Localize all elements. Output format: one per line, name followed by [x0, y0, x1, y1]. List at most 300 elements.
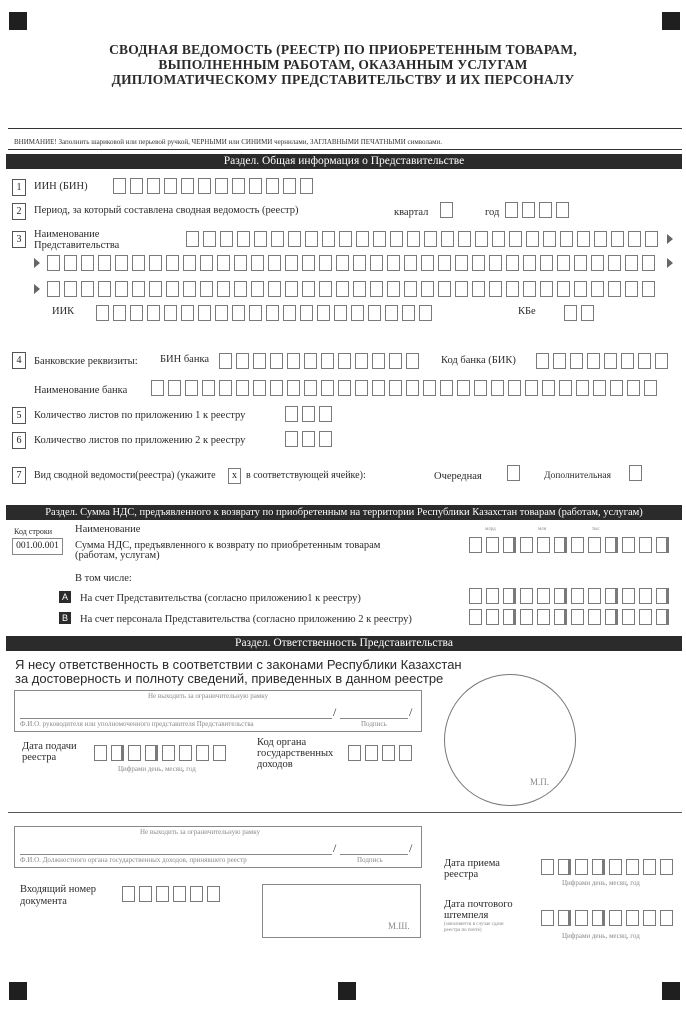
- receipt-date-cells[interactable]: [541, 859, 677, 875]
- iik-label: ИИК: [52, 306, 75, 317]
- input-cell[interactable]: [253, 380, 266, 396]
- year-cells[interactable]: [505, 202, 573, 218]
- input-cell[interactable]: [407, 231, 420, 247]
- badge-b: B: [59, 612, 71, 624]
- input-cell[interactable]: [571, 588, 584, 604]
- form-title-line1: СВОДНАЯ ВЕДОМОСТЬ (РЕЕСТР) ПО ПРИОБРЕТЕННЫМ ТОВАРАМ,: [109, 42, 577, 57]
- input-cell[interactable]: [455, 255, 468, 271]
- input-cell[interactable]: [537, 609, 550, 625]
- incoming-number-label-2: документа: [20, 896, 67, 907]
- vat-personnel-text: На счет персонала Представительства (согласно приложению 2 к реестру): [80, 614, 412, 625]
- input-cell[interactable]: [645, 231, 658, 247]
- input-cell[interactable]: [475, 231, 488, 247]
- input-cell[interactable]: [608, 255, 621, 271]
- divider-warning: [8, 149, 682, 150]
- name-header: Наименование: [75, 524, 141, 535]
- input-cell[interactable]: [336, 281, 349, 297]
- input-cell[interactable]: [64, 281, 77, 297]
- org-code-label-3: доходов: [257, 759, 293, 770]
- field-number-2: 2: [12, 203, 26, 220]
- incoming-number-label-1: Входящий номер: [20, 884, 97, 895]
- name-row-2-cells[interactable]: [47, 255, 659, 271]
- input-cell[interactable]: [610, 380, 623, 396]
- input-cell[interactable]: [372, 353, 385, 369]
- input-cell[interactable]: [604, 353, 617, 369]
- input-cell[interactable]: [287, 380, 300, 396]
- continue-arrow-icon: [34, 284, 40, 294]
- input-cell[interactable]: [553, 353, 566, 369]
- unit-bln: млрд: [485, 527, 496, 532]
- form-title-line3: ДИПЛОМАТИЧЕСКОМУ ПРЕДСТАВИТЕЛЬСТВУ И ИХ ПЕРСОНАЛУ: [111, 72, 575, 87]
- quarter-label: квартал: [394, 207, 429, 218]
- input-cell[interactable]: [321, 353, 334, 369]
- input-cell[interactable]: [338, 380, 351, 396]
- input-cell[interactable]: [469, 609, 482, 625]
- input-cell[interactable]: [251, 281, 264, 297]
- input-cell[interactable]: [571, 609, 584, 625]
- postal-date-note: (заполняется в случае сдачи реестра по почте): [444, 922, 504, 933]
- input-cell[interactable]: [588, 537, 601, 553]
- fio-line-2: [20, 854, 332, 855]
- input-cell[interactable]: [164, 305, 177, 321]
- input-cell[interactable]: [472, 281, 485, 297]
- unit-ths: тыс: [592, 527, 600, 532]
- input-cell[interactable]: [249, 305, 262, 321]
- input-cell[interactable]: [370, 255, 383, 271]
- vat-representation-text: На счет Представительства (согласно приложению1 к реестру): [80, 593, 361, 604]
- sheets-app2-label: Количество листов по приложению 2 к реестру: [34, 435, 246, 446]
- input-cell[interactable]: [305, 231, 318, 247]
- input-cell[interactable]: [571, 537, 584, 553]
- input-cell[interactable]: [622, 588, 635, 604]
- input-cell[interactable]: [486, 588, 499, 604]
- input-cell[interactable]: [217, 281, 230, 297]
- input-cell[interactable]: [525, 380, 538, 396]
- input-cell[interactable]: [266, 305, 279, 321]
- input-cell[interactable]: [554, 609, 567, 625]
- input-cell[interactable]: [421, 281, 434, 297]
- input-cell[interactable]: [64, 255, 77, 271]
- input-cell[interactable]: [455, 281, 468, 297]
- including-label: В том числе:: [75, 573, 132, 584]
- bank-bin-cells[interactable]: [219, 353, 423, 369]
- input-cell[interactable]: [183, 255, 196, 271]
- registration-mark-top-left: [9, 12, 27, 30]
- input-cell[interactable]: [627, 380, 640, 396]
- iin-bin-label: ИИН (БИН): [34, 181, 88, 192]
- sheets-app1-cells[interactable]: [285, 406, 336, 422]
- input-cell[interactable]: [543, 231, 556, 247]
- name-label-2: Представительства: [34, 240, 120, 251]
- bank-name-label: Наименование банка: [34, 385, 128, 396]
- input-cell[interactable]: [557, 281, 570, 297]
- input-cell[interactable]: [576, 380, 589, 396]
- code-header: Код строки: [14, 527, 53, 536]
- input-cell[interactable]: [339, 231, 352, 247]
- input-cell[interactable]: [200, 255, 213, 271]
- responsibility-statement-1: Я несу ответственность в соответствии с законами Республики Казахстан: [15, 657, 462, 672]
- input-cell[interactable]: [591, 255, 604, 271]
- divider-bottom: [8, 812, 682, 813]
- input-cell[interactable]: [389, 353, 402, 369]
- input-cell[interactable]: [185, 380, 198, 396]
- input-cell[interactable]: [489, 255, 502, 271]
- input-cell[interactable]: [288, 231, 301, 247]
- input-cell[interactable]: [115, 281, 128, 297]
- input-cell[interactable]: [81, 281, 94, 297]
- input-cell[interactable]: [373, 231, 386, 247]
- input-cell[interactable]: [132, 255, 145, 271]
- input-cell[interactable]: [198, 305, 211, 321]
- input-cell[interactable]: [560, 231, 573, 247]
- signature-caption-1: Подпись: [361, 720, 387, 728]
- postal-date-label-1: Дата почтового: [444, 899, 513, 910]
- register-type-label: Вид сводной ведомости(реестра) (укажите: [34, 470, 216, 481]
- no-exceed-note-2: Не выходить за ограничительную рамку: [140, 828, 261, 836]
- kbe-cells[interactable]: [564, 305, 598, 321]
- input-cell[interactable]: [270, 380, 283, 396]
- register-type-label-cont: в соответствующей ячейке):: [246, 470, 366, 481]
- input-cell[interactable]: [406, 353, 419, 369]
- badge-a: A: [59, 591, 71, 603]
- additional-checkbox[interactable]: [629, 465, 646, 481]
- warning-text: ВНИМАНИЕ! Заполнить шариковой или перьевой ручкой, ЧЕРНЫМИ или СИНИМИ чернилами, ЗАГЛАВНЫМИ ПЕЧАТНЫМИ символами.: [14, 138, 442, 146]
- org-code-cells[interactable]: [348, 745, 416, 761]
- input-cell[interactable]: [608, 281, 621, 297]
- input-cell[interactable]: [113, 305, 126, 321]
- input-cell[interactable]: [334, 305, 347, 321]
- input-cell[interactable]: [287, 353, 300, 369]
- slash-2: /: [409, 705, 413, 719]
- section-general-info-header: Раздел. Общая информация о Представительстве: [6, 154, 682, 169]
- input-cell[interactable]: [304, 353, 317, 369]
- input-cell[interactable]: [353, 255, 366, 271]
- input-cell[interactable]: [271, 231, 284, 247]
- postal-date-hint: Цифрами день, месяц, год: [562, 932, 640, 940]
- input-cell[interactable]: [219, 380, 232, 396]
- input-cell[interactable]: [537, 537, 550, 553]
- input-cell[interactable]: [639, 537, 652, 553]
- input-cell[interactable]: [130, 305, 143, 321]
- input-cell[interactable]: [47, 255, 60, 271]
- input-cell[interactable]: [268, 255, 281, 271]
- input-cell[interactable]: [351, 305, 364, 321]
- input-cell[interactable]: [625, 281, 638, 297]
- input-cell[interactable]: [236, 380, 249, 396]
- input-cell[interactable]: [424, 231, 437, 247]
- input-cell[interactable]: [202, 380, 215, 396]
- input-cell[interactable]: [638, 353, 651, 369]
- iik-cells[interactable]: [96, 305, 436, 321]
- vat-total-cells[interactable]: [469, 537, 673, 553]
- input-cell[interactable]: [385, 305, 398, 321]
- input-cell[interactable]: [81, 255, 94, 271]
- signature-line-2: [340, 854, 408, 855]
- input-cell[interactable]: [469, 588, 482, 604]
- input-cell[interactable]: [587, 353, 600, 369]
- incoming-number-cells[interactable]: [122, 886, 224, 902]
- registration-mark-bottom-mid: [338, 982, 356, 1000]
- input-cell[interactable]: [506, 255, 519, 271]
- input-cell[interactable]: [491, 380, 504, 396]
- input-cell[interactable]: [486, 537, 499, 553]
- input-cell[interactable]: [469, 537, 482, 553]
- input-cell[interactable]: [220, 231, 233, 247]
- input-cell[interactable]: [628, 231, 641, 247]
- input-cell[interactable]: [621, 353, 634, 369]
- input-cell[interactable]: [355, 353, 368, 369]
- input-cell[interactable]: [237, 231, 250, 247]
- input-cell[interactable]: [251, 255, 264, 271]
- input-cell[interactable]: [554, 588, 567, 604]
- input-cell[interactable]: [336, 255, 349, 271]
- sheets-app2-cells[interactable]: [285, 431, 336, 447]
- input-cell[interactable]: [472, 255, 485, 271]
- input-cell[interactable]: [132, 281, 145, 297]
- input-cell[interactable]: [559, 380, 572, 396]
- input-cell[interactable]: [588, 588, 601, 604]
- input-cell[interactable]: [387, 255, 400, 271]
- input-cell[interactable]: [605, 609, 618, 625]
- continue-arrow-icon: [667, 258, 673, 268]
- field-number-7: 7: [12, 467, 26, 484]
- kbe-label: КБе: [518, 306, 536, 317]
- input-cell[interactable]: [520, 537, 533, 553]
- input-cell[interactable]: [402, 305, 415, 321]
- input-cell[interactable]: [151, 380, 164, 396]
- input-cell[interactable]: [536, 353, 549, 369]
- input-cell[interactable]: [186, 231, 199, 247]
- additional-label: Дополнительная: [544, 471, 611, 481]
- slash-4: /: [409, 841, 413, 855]
- receipt-date-label-1: Дата приема: [444, 858, 500, 869]
- input-cell[interactable]: [438, 255, 451, 271]
- iin-bin-cells[interactable]: [113, 178, 317, 194]
- input-cell[interactable]: [338, 353, 351, 369]
- input-cell[interactable]: [217, 255, 230, 271]
- input-cell[interactable]: [503, 609, 516, 625]
- bank-name-cells[interactable]: [151, 380, 661, 396]
- receipt-date-label-2: реестра: [444, 869, 479, 880]
- input-cell[interactable]: [406, 380, 419, 396]
- field-number-1: 1: [12, 179, 26, 196]
- input-cell[interactable]: [520, 588, 533, 604]
- input-cell[interactable]: [47, 281, 60, 297]
- input-cell[interactable]: [268, 281, 281, 297]
- input-cell[interactable]: [639, 588, 652, 604]
- input-cell[interactable]: [605, 537, 618, 553]
- input-cell[interactable]: [542, 380, 555, 396]
- input-cell[interactable]: [655, 353, 668, 369]
- input-cell[interactable]: [540, 281, 553, 297]
- input-cell[interactable]: [474, 380, 487, 396]
- input-cell[interactable]: [322, 231, 335, 247]
- input-cell[interactable]: [285, 281, 298, 297]
- row-code: 001.00.001: [12, 538, 63, 555]
- input-cell[interactable]: [622, 609, 635, 625]
- head-fio-caption: Ф.И.О. руководителя или уполномоченного представителя Представительства: [20, 720, 254, 728]
- regular-checkbox[interactable]: [507, 465, 524, 481]
- input-cell[interactable]: [149, 255, 162, 271]
- input-cell[interactable]: [285, 255, 298, 271]
- input-cell[interactable]: [656, 537, 669, 553]
- input-cell[interactable]: [372, 380, 385, 396]
- section-vat-header: Раздел. Сумма НДС, предъявленного к возврату по приобретенным на территории Республики Казахстан товарам (работам, услугам): [6, 505, 682, 520]
- input-cell[interactable]: [523, 255, 536, 271]
- input-cell[interactable]: [389, 380, 402, 396]
- input-cell[interactable]: [183, 281, 196, 297]
- input-cell[interactable]: [317, 305, 330, 321]
- input-cell[interactable]: [509, 231, 522, 247]
- responsibility-statement-2: за достоверность и полноту сведений, приведенных в данном реестре: [15, 671, 444, 686]
- vat-representation-cells[interactable]: [469, 588, 673, 604]
- input-cell[interactable]: [98, 255, 111, 271]
- input-cell[interactable]: [458, 231, 471, 247]
- input-cell[interactable]: [526, 231, 539, 247]
- bank-bik-label: Код банка (БИК): [441, 355, 516, 366]
- input-cell[interactable]: [203, 231, 216, 247]
- input-cell[interactable]: [656, 588, 669, 604]
- input-cell[interactable]: [166, 281, 179, 297]
- official-fio-caption: Ф.И.О. Должностного органа государственных доходов, принявшего реестр: [20, 856, 247, 864]
- postal-date-cells[interactable]: [541, 910, 677, 926]
- input-cell[interactable]: [302, 281, 315, 297]
- input-cell[interactable]: [594, 231, 607, 247]
- input-cell[interactable]: [404, 281, 417, 297]
- input-cell[interactable]: [557, 255, 570, 271]
- input-cell[interactable]: [438, 281, 451, 297]
- name-row-3-cells[interactable]: [47, 281, 659, 297]
- signature-line-1: [340, 718, 408, 719]
- input-cell[interactable]: [523, 281, 536, 297]
- input-cell[interactable]: [355, 380, 368, 396]
- input-cell[interactable]: [234, 281, 247, 297]
- input-cell[interactable]: [390, 231, 403, 247]
- input-cell[interactable]: [644, 380, 657, 396]
- name-row-1-cells[interactable]: [186, 231, 662, 247]
- input-cell[interactable]: [639, 609, 652, 625]
- input-cell[interactable]: [98, 281, 111, 297]
- input-cell[interactable]: [149, 281, 162, 297]
- registration-mark-top-right: [662, 12, 680, 30]
- input-cell[interactable]: [253, 353, 266, 369]
- example-x-cell: x: [228, 468, 245, 484]
- vat-personnel-cells[interactable]: [469, 609, 673, 625]
- input-cell[interactable]: [506, 281, 519, 297]
- input-cell[interactable]: [356, 231, 369, 247]
- no-exceed-note-1: Не выходить за ограничительную рамку: [148, 692, 269, 700]
- quarter-cell[interactable]: [440, 202, 457, 218]
- input-cell[interactable]: [319, 281, 332, 297]
- input-cell[interactable]: [423, 380, 436, 396]
- input-cell[interactable]: [302, 255, 315, 271]
- input-cell[interactable]: [656, 609, 669, 625]
- input-cell[interactable]: [503, 537, 516, 553]
- input-cell[interactable]: [219, 353, 232, 369]
- registration-mark-bottom-left: [9, 982, 27, 1000]
- input-cell[interactable]: [115, 255, 128, 271]
- input-cell[interactable]: [593, 380, 606, 396]
- input-cell[interactable]: [622, 537, 635, 553]
- input-cell[interactable]: [611, 231, 624, 247]
- submit-date-hint: Цифрами день, месяц, год: [118, 765, 196, 773]
- input-cell[interactable]: [489, 281, 502, 297]
- input-cell[interactable]: [215, 305, 228, 321]
- input-cell[interactable]: [319, 255, 332, 271]
- input-cell[interactable]: [554, 537, 567, 553]
- input-cell[interactable]: [625, 255, 638, 271]
- input-cell[interactable]: [419, 305, 432, 321]
- input-cell[interactable]: [236, 353, 249, 369]
- input-cell[interactable]: [321, 380, 334, 396]
- input-cell[interactable]: [440, 380, 453, 396]
- field-number-3: 3: [12, 231, 26, 248]
- slash-1: /: [333, 705, 337, 719]
- input-cell[interactable]: [642, 281, 655, 297]
- input-cell[interactable]: [574, 281, 587, 297]
- input-cell[interactable]: [300, 305, 313, 321]
- input-cell[interactable]: [368, 305, 381, 321]
- input-cell[interactable]: [421, 255, 434, 271]
- continue-arrow-icon: [667, 234, 673, 244]
- input-cell[interactable]: [577, 231, 590, 247]
- input-cell[interactable]: [181, 305, 194, 321]
- field-number-6: 6: [12, 432, 26, 449]
- input-cell[interactable]: [441, 231, 454, 247]
- input-cell[interactable]: [232, 305, 245, 321]
- input-cell[interactable]: [537, 588, 550, 604]
- input-cell[interactable]: [574, 255, 587, 271]
- input-cell[interactable]: [304, 380, 317, 396]
- input-cell[interactable]: [234, 255, 247, 271]
- input-cell[interactable]: [96, 305, 109, 321]
- input-cell[interactable]: [570, 353, 583, 369]
- input-cell[interactable]: [486, 609, 499, 625]
- input-cell[interactable]: [270, 353, 283, 369]
- input-cell[interactable]: [642, 255, 655, 271]
- input-cell[interactable]: [520, 609, 533, 625]
- input-cell[interactable]: [147, 305, 160, 321]
- regular-label: Очередная: [434, 471, 482, 482]
- input-cell[interactable]: [492, 231, 505, 247]
- input-cell[interactable]: [200, 281, 213, 297]
- input-cell[interactable]: [404, 255, 417, 271]
- input-cell[interactable]: [457, 380, 470, 396]
- input-cell[interactable]: [254, 231, 267, 247]
- input-cell[interactable]: [540, 255, 553, 271]
- bank-details-label: Банковские реквизиты:: [34, 356, 138, 367]
- year-label: год: [485, 207, 500, 218]
- input-cell[interactable]: [370, 281, 383, 297]
- input-cell[interactable]: [353, 281, 366, 297]
- input-cell[interactable]: [588, 609, 601, 625]
- input-cell[interactable]: [387, 281, 400, 297]
- input-cell[interactable]: [605, 588, 618, 604]
- org-code-label-1: Код органа: [257, 737, 307, 748]
- input-cell[interactable]: [283, 305, 296, 321]
- input-cell[interactable]: [508, 380, 521, 396]
- submit-date-cells[interactable]: [94, 745, 230, 761]
- submit-date-label-1: Дата подачи: [22, 741, 77, 752]
- input-cell[interactable]: [591, 281, 604, 297]
- continue-arrow-icon: [34, 258, 40, 268]
- input-cell[interactable]: [166, 255, 179, 271]
- bank-bin-label: БИН банка: [160, 354, 210, 365]
- input-cell[interactable]: [503, 588, 516, 604]
- org-code-label-2: государственных: [257, 748, 334, 759]
- input-cell[interactable]: [168, 380, 181, 396]
- bank-bik-cells[interactable]: [536, 353, 672, 369]
